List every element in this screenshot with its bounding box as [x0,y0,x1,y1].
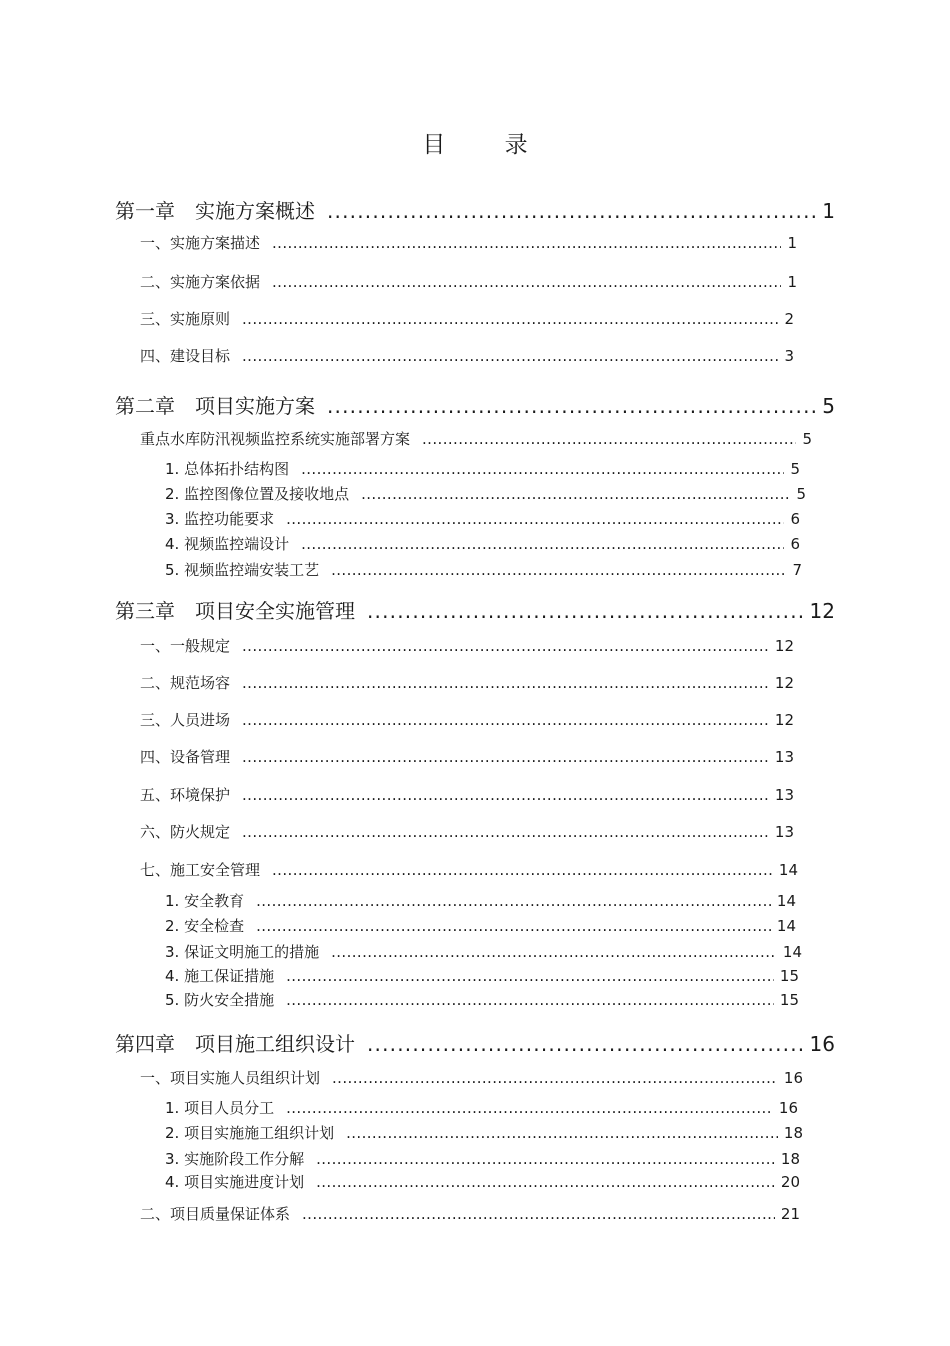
toc-entry-label: 5. 防火安全措施 [165,991,275,1009]
dot-leader [242,711,769,729]
toc-entry-section[interactable] [140,709,794,730]
dot-leader [286,967,774,985]
toc-entry-page: 15 [779,991,799,1009]
toc-entry-subsection[interactable] [165,915,796,936]
toc-entry-label: 五、环境保护 [140,786,231,804]
toc-entry-page: 5 [822,394,835,418]
toc-entry-page: 6 [790,535,800,553]
toc-entry-label: 1. 安全教育 [165,892,245,910]
toc-entry-section[interactable] [140,821,794,842]
toc-entry-page: 18 [780,1150,800,1168]
toc-entry-section[interactable] [140,746,794,767]
toc-entry-label: 3. 监控功能要求 [165,510,275,528]
toc-entry-subsection[interactable] [165,508,800,529]
dot-leader [286,1099,773,1117]
toc-entry-page: 12 [809,599,835,623]
toc-entry-subsection[interactable] [165,1148,800,1169]
dot-leader [286,510,784,528]
toc-entry-chapter-1[interactable] [115,195,835,224]
dot-leader [242,786,769,804]
toc-entry-page: 5 [790,460,800,478]
toc-entry-label: 三、人员进场 [140,711,231,729]
toc-entry-section[interactable] [140,635,794,656]
dot-leader [301,535,784,553]
toc-entry-subsection[interactable] [165,890,796,911]
dot-leader [316,1173,775,1191]
toc-entry-label: 3. 实施阶段工作分解 [165,1150,305,1168]
dot-leader [272,234,781,252]
toc-entry-subsection[interactable] [165,1171,800,1192]
toc-entry-page: 14 [776,892,796,910]
dot-leader [242,674,769,692]
toc-entry-chapter-3[interactable] [115,595,835,624]
toc-entry-page: 20 [780,1173,800,1191]
toc-entry-page: 7 [792,561,802,579]
toc-entry-label: 四、建设目标 [140,347,231,365]
toc-entry-label: 4. 施工保证措施 [165,967,275,985]
toc-entry-label: 第二章 项目实施方案 [115,394,315,418]
toc-entry-label: 一、实施方案描述 [140,234,261,252]
toc-entry-subsection[interactable] [165,483,806,504]
toc-title: 目 录 [422,132,554,158]
toc-entry-section[interactable] [140,345,794,366]
toc-entry-section[interactable] [140,271,797,292]
toc-entry-page: 12 [774,674,794,692]
toc-entry-label: 1. 项目人员分工 [165,1099,275,1117]
toc-entry-page: 1 [822,199,835,223]
dot-leader [302,1205,775,1223]
toc-entry-label: 第三章 项目安全实施管理 [115,599,355,623]
dot-leader [256,892,771,910]
dot-leader [242,637,769,655]
toc-entry-subsection[interactable] [165,559,802,580]
toc-entry-page: 13 [774,786,794,804]
dot-leader [327,394,816,418]
toc-entry-label: 重点水库防汛视频监控系统实施部署方案 [140,430,411,448]
toc-entry-section[interactable] [140,1067,803,1088]
dot-leader [301,460,784,478]
toc-entry-label: 2. 安全检查 [165,917,245,935]
toc-entry-page: 13 [774,823,794,841]
toc-entry-label: 三、实施原则 [140,310,231,328]
toc-entry-page: 1 [787,234,797,252]
dot-leader [346,1124,778,1142]
toc-entry-subsection[interactable] [165,1097,798,1118]
toc-entry-page: 12 [774,637,794,655]
toc-entry-page: 16 [783,1069,803,1087]
toc-entry-section[interactable] [140,308,794,329]
toc-entry-label: 3. 保证文明施工的措施 [165,943,320,961]
toc-entry-label: 4. 项目实施进度计划 [165,1173,305,1191]
toc-entry-label: 四、设备管理 [140,748,231,766]
toc-entry-page: 5 [796,485,806,503]
toc-entry-label: 2. 项目实施施工组织计划 [165,1124,335,1142]
toc-entry-page: 2 [784,310,794,328]
toc-entry-subsection[interactable] [165,533,800,554]
toc-entry-label: 5. 视频监控端安装工艺 [165,561,320,579]
toc-entry-page: 21 [780,1205,800,1223]
toc-entry-label: 2. 监控图像位置及接收地点 [165,485,350,503]
dot-leader [316,1150,775,1168]
dot-leader [242,748,769,766]
dot-leader [242,823,769,841]
toc-entry-section[interactable] [140,1203,800,1224]
dot-leader [242,310,778,328]
toc-entry-page: 18 [783,1124,803,1142]
toc-entry-page: 14 [776,917,796,935]
toc-entry-label: 第一章 实施方案概述 [115,199,315,223]
toc-entry-section[interactable] [140,232,797,253]
toc-entry-subsection[interactable] [165,965,799,986]
toc-entry-page: 6 [790,510,800,528]
dot-leader [422,430,796,448]
dot-leader [272,861,773,879]
toc-entry-page: 12 [774,711,794,729]
toc-entry-page: 14 [778,861,798,879]
toc-entry-page: 5 [802,430,812,448]
dot-leader [256,917,771,935]
toc-entry-subsection[interactable] [165,458,800,479]
toc-entry-label: 一、项目实施人员组织计划 [140,1069,321,1087]
toc-entry-label: 一、一般规定 [140,637,231,655]
dot-leader [361,485,790,503]
toc-entry-section[interactable] [140,672,794,693]
toc-entry-page: 14 [782,943,802,961]
dot-leader [331,943,777,961]
toc-entry-page: 15 [779,967,799,985]
toc-entry-page: 16 [778,1099,798,1117]
toc-entry-page: 16 [809,1032,835,1056]
toc-entry-chapter-2[interactable] [115,390,835,419]
dot-leader [242,347,778,365]
dot-leader [367,599,804,623]
toc-entry-label: 六、防火规定 [140,823,231,841]
toc-entry-label: 1. 总体拓扑结构图 [165,460,290,478]
dot-leader [332,1069,778,1087]
dot-leader [272,273,781,291]
toc-entry-section[interactable] [140,428,812,449]
toc-entry-label: 二、规范场容 [140,674,231,692]
dot-leader [367,1032,804,1056]
toc-entry-label: 第四章 项目施工组织设计 [115,1032,355,1056]
toc-entry-subsection[interactable] [165,989,799,1010]
toc-entry-page: 13 [774,748,794,766]
dot-leader [286,991,774,1009]
toc-entry-label: 七、施工安全管理 [140,861,261,879]
toc-entry-chapter-4[interactable] [115,1028,835,1057]
toc-entry-subsection[interactable] [165,941,802,962]
toc-entry-label: 4. 视频监控端设计 [165,535,290,553]
dot-leader [331,561,786,579]
toc-entry-page: 3 [784,347,794,365]
toc-entry-section[interactable] [140,784,794,805]
toc-entry-label: 二、项目质量保证体系 [140,1205,291,1223]
dot-leader [327,199,816,223]
toc-entry-label: 二、实施方案依据 [140,273,261,291]
toc-entry-subsection[interactable] [165,1122,803,1143]
toc-entry-section[interactable] [140,859,798,880]
toc-entry-page: 1 [787,273,797,291]
